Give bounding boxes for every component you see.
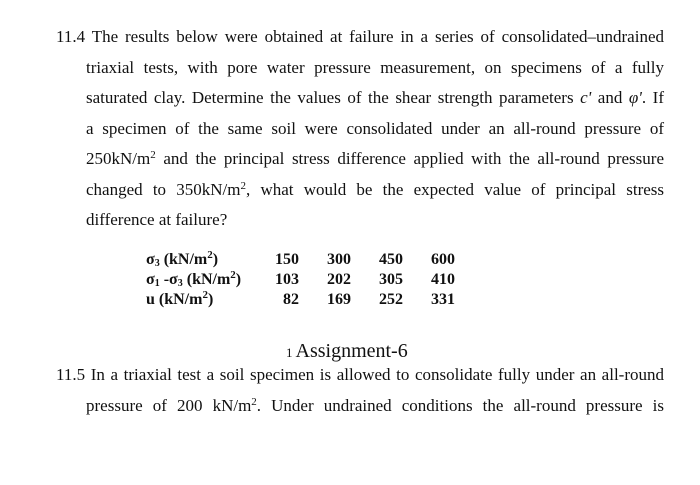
q114-line-1: 11.4 The results below were obtained at failure in a series of consolidated–undrained bbox=[56, 27, 664, 46]
q114-line-6 bbox=[56, 175, 664, 206]
label-superscript: 2 bbox=[230, 269, 236, 281]
table-cell: 600 bbox=[431, 251, 455, 268]
table-cell: 300 bbox=[327, 251, 351, 268]
label-part: (kN/m bbox=[159, 251, 208, 268]
table-row bbox=[146, 290, 455, 310]
parameter-c: c' bbox=[580, 88, 592, 107]
table-cell: 305 bbox=[379, 271, 403, 288]
label-superscript: 2 bbox=[202, 289, 208, 301]
table-cell: 150 bbox=[275, 251, 299, 268]
table-cell: 103 bbox=[275, 271, 299, 288]
table-cell: 82 bbox=[283, 291, 299, 308]
q114-line-3-text: saturated clay. Determine the values of the shear strength parameters bbox=[86, 88, 581, 107]
label-part: ) bbox=[212, 251, 219, 268]
table-cell: 331 bbox=[431, 291, 455, 308]
question-11-5 bbox=[56, 360, 664, 421]
q114-line-6-b: , what would be the expected value of principal stress bbox=[246, 179, 665, 199]
assignment-title: Assignment-6 bbox=[295, 340, 408, 362]
label-part: ) bbox=[207, 291, 214, 308]
q114-and: and bbox=[591, 88, 629, 107]
row-label-deviator bbox=[146, 270, 271, 290]
q115-line-2-a: pressure of 200 kN/m bbox=[86, 395, 252, 415]
label-part: u (kN/m bbox=[146, 291, 203, 308]
label-subscript: 1 bbox=[154, 278, 160, 289]
table-row bbox=[146, 250, 455, 270]
label-part: -σ bbox=[159, 271, 178, 288]
q115-line-2-sup: 2 bbox=[251, 395, 257, 408]
q114-line-5-a: 250kN/m bbox=[86, 149, 151, 168]
row-label-sigma3 bbox=[146, 250, 271, 270]
table-cell: 202 bbox=[327, 271, 351, 288]
q114-line-6-sup: 2 bbox=[240, 179, 246, 192]
page-number: 1 bbox=[286, 345, 293, 360]
label-part: σ bbox=[146, 271, 155, 288]
q114-line-4: a specimen of the same soil were consolidated under an all-round pressure of bbox=[86, 118, 664, 138]
label-subscript: 3 bbox=[177, 278, 183, 289]
q114-line-5-sup: 2 bbox=[150, 149, 156, 161]
table-cell: 252 bbox=[379, 291, 403, 308]
label-part: ) bbox=[235, 271, 242, 288]
q114-line-3 bbox=[56, 83, 664, 114]
q114-line-2: triaxial tests, with pore water pressure measurement, on specimens of a fully bbox=[86, 57, 664, 77]
results-table bbox=[146, 250, 455, 310]
q114-line-7: difference at failure? bbox=[86, 210, 228, 229]
table-row bbox=[146, 270, 455, 290]
table-cell: 410 bbox=[431, 271, 455, 288]
label-subscript: 3 bbox=[154, 258, 160, 269]
row-label-pore-pressure bbox=[146, 290, 271, 310]
q115-line-2-b: . Under undrained conditions the all-round pressure is bbox=[256, 395, 665, 415]
table-cell: 169 bbox=[327, 291, 351, 308]
q114-line-3-end: . If bbox=[641, 88, 664, 107]
table-cell: 450 bbox=[379, 251, 403, 268]
q114-line-5 bbox=[56, 144, 664, 175]
question-11-4 bbox=[56, 22, 664, 236]
label-superscript: 2 bbox=[207, 249, 213, 261]
q115-line-2 bbox=[56, 391, 664, 422]
q114-line-5-b: and the principal stress difference applied with the all-round pressure bbox=[155, 149, 664, 168]
parameter-phi: φ' bbox=[628, 88, 642, 107]
q114-line-6-a: changed to 350kN/m bbox=[86, 179, 241, 199]
q115-line-1: 11.5 In a triaxial test a soil specimen is allowed to consolidate fully under an all-round bbox=[56, 365, 664, 384]
label-part: (kN/m bbox=[182, 271, 231, 288]
label-part: σ bbox=[146, 251, 155, 268]
